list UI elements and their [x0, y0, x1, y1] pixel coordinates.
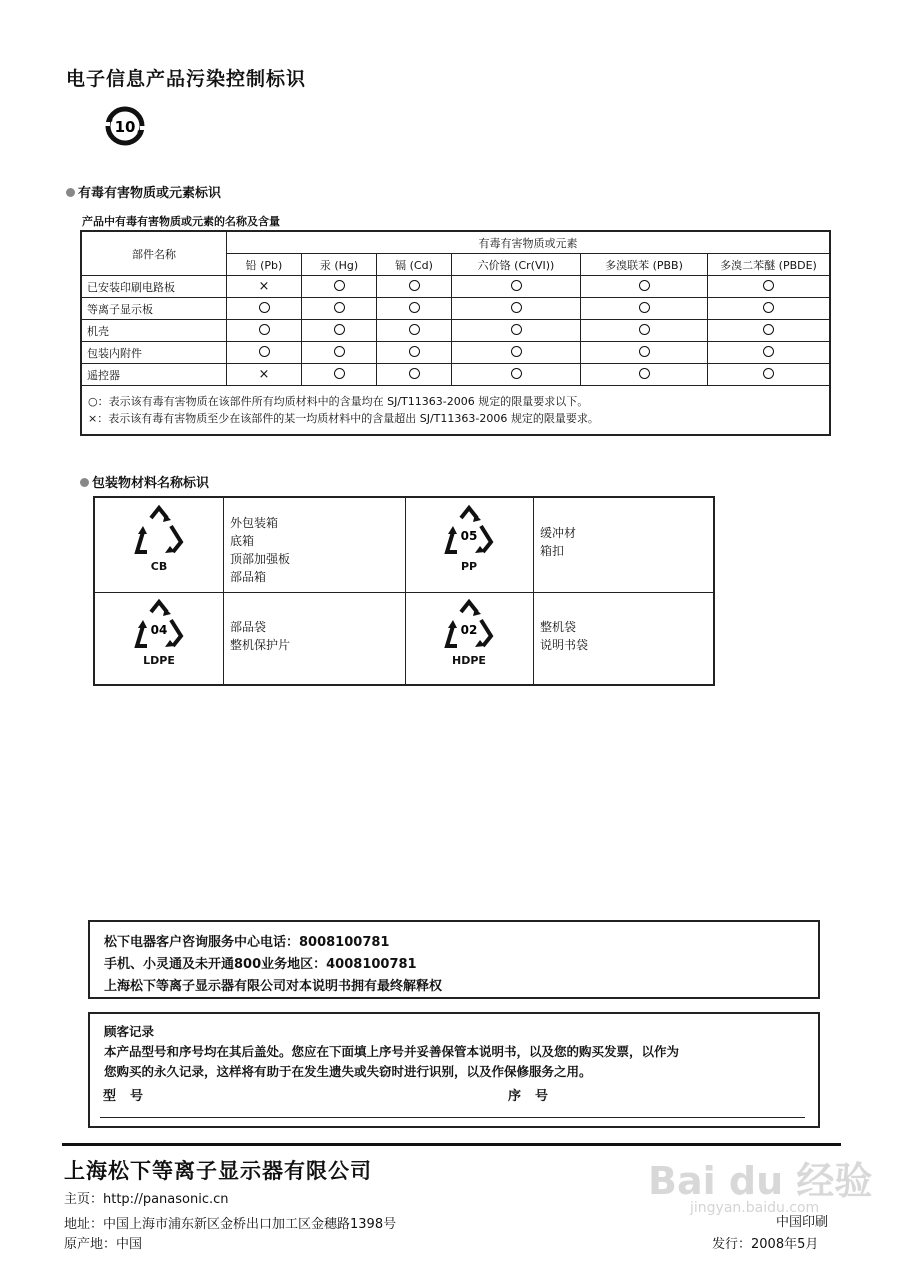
recycle-icon [95, 498, 223, 590]
mark-cell [452, 342, 581, 364]
material-item: 箱扣 [540, 544, 565, 558]
col-header: 汞 (Hg) [302, 254, 377, 276]
circle-mark [334, 324, 345, 335]
mark-cell [708, 342, 831, 364]
material-code: HDPE [452, 654, 486, 667]
record-title: 顾客记录 [104, 1024, 155, 1039]
page-title: 电子信息产品污染控制标识 [66, 68, 307, 90]
mark-cell [581, 320, 708, 342]
record-text-2: 您购买的永久记录，这样将有助于在发生遗失或失窃时进行识别，以及作保修服务之用。 [104, 1064, 592, 1079]
material-code: PP [460, 560, 478, 573]
material-item: 缓冲材 [540, 526, 577, 540]
homepage: 主页：http://panasonic.cn [64, 1192, 229, 1207]
circle-mark [409, 280, 420, 291]
logo-number: 10 [114, 118, 136, 136]
circle-mark [409, 324, 420, 335]
circle-mark [334, 368, 345, 379]
circle-mark [409, 346, 420, 357]
watermark-brand: Bai du 经验 [648, 1159, 873, 1203]
circle-mark [639, 368, 650, 379]
section-packaging-heading: 包装物材料名称标识 [80, 472, 209, 491]
address: 地址：中国上海市浦东新区金桥出口加工区金穗路1398号 [64, 1217, 397, 1232]
mark-cell [708, 298, 831, 320]
circle-mark [511, 324, 522, 335]
mark-cell [581, 298, 708, 320]
circle-mark [763, 302, 774, 313]
circle-mark [334, 280, 345, 291]
table-notes [81, 386, 830, 436]
serial-label: 序号 [508, 1089, 563, 1104]
col-header: 铅 (Pb) [227, 254, 302, 276]
printed-in: 中国印刷 [776, 1215, 829, 1230]
section-hazard-heading: 有毒有害物质或元素标识 [66, 182, 221, 201]
table-row [81, 342, 830, 364]
material-item: 外包装箱 [230, 516, 279, 530]
part-name: 等离子显示板 [81, 298, 227, 320]
mark-cell [452, 298, 581, 320]
table-caption: 产品中有毒有害物质或元素的名称及含量 [82, 215, 280, 228]
mark-cell [227, 276, 302, 298]
material-items [540, 524, 576, 560]
mark-cell [708, 320, 831, 342]
circle-mark [334, 346, 345, 357]
packaging-table [93, 496, 715, 686]
cross-mark: × [258, 279, 270, 294]
mark-cell [708, 276, 831, 298]
circle-mark [259, 302, 270, 313]
pollution-control-logo [103, 104, 147, 148]
service-mobile: 手机、小灵通及未开通800业务地区：4008100781 [104, 957, 417, 972]
circle-mark [511, 280, 522, 291]
mark-cell [581, 276, 708, 298]
model-label: 型号 [103, 1089, 158, 1104]
part-name: 遥控器 [81, 364, 227, 386]
mark-cell [302, 276, 377, 298]
mark-cell [452, 364, 581, 386]
circle-mark [639, 324, 650, 335]
service-rights: 上海松下等离子显示器有限公司对本说明书拥有最终解释权 [104, 979, 443, 994]
service-hotline: 松下电器客户咨询服务中心电话：8008100781 [104, 935, 390, 950]
circle-mark [763, 280, 774, 291]
circle-mark [409, 368, 420, 379]
circle-mark [639, 346, 650, 357]
signature-line [100, 1117, 805, 1118]
circle-mark [763, 324, 774, 335]
mark-cell [227, 364, 302, 386]
mark-cell [302, 298, 377, 320]
recycle-icon [405, 498, 533, 590]
group-header: 有毒有害物质或元素 [227, 231, 831, 254]
table-row [81, 320, 830, 342]
mark-cell [227, 342, 302, 364]
bullet-icon [80, 478, 89, 487]
circle-mark [409, 302, 420, 313]
part-name: 包装内附件 [81, 342, 227, 364]
mark-cell [708, 364, 831, 386]
customer-record-box [88, 1012, 820, 1128]
material-item: 部品袋 [230, 620, 267, 634]
material-item: 整机保护片 [230, 638, 291, 652]
col-header: 多溴二苯醚 (PBDE) [708, 254, 831, 276]
mark-cell [377, 320, 452, 342]
recycle-number: 04 [150, 623, 168, 637]
part-header: 部件名称 [81, 231, 227, 276]
col-header: 镉 (Cd) [377, 254, 452, 276]
mark-cell [227, 298, 302, 320]
circle-mark [334, 302, 345, 313]
recycle-icon [405, 592, 533, 684]
circle-mark [259, 324, 270, 335]
material-code: CB [150, 560, 168, 573]
note-cross: ×：表示该有毒有害物质至少在该部件的某一均质材料中的含量超出 SJ/T11363-2006 规定的限量要求。 [88, 412, 599, 425]
col-header: 多溴联苯 (PBB) [581, 254, 708, 276]
bullet-icon [66, 188, 75, 197]
mark-cell [377, 342, 452, 364]
footer-rule [62, 1143, 841, 1146]
recycle-number: 05 [460, 529, 478, 543]
circle-mark [511, 302, 522, 313]
issue-date: 发行：2008年5月 [712, 1237, 819, 1252]
material-item: 顶部加强板 [230, 552, 291, 566]
service-box [88, 920, 820, 999]
col-header: 六价铬 (Cr(VI)) [452, 254, 581, 276]
company-name: 上海松下等离子显示器有限公司 [64, 1159, 372, 1183]
material-item: 底箱 [230, 534, 255, 548]
mark-cell [377, 298, 452, 320]
table-row [81, 276, 830, 298]
mark-cell [452, 276, 581, 298]
mark-cell [452, 320, 581, 342]
circle-mark [639, 280, 650, 291]
circle-mark [639, 302, 650, 313]
record-text-1: 本产品型号和序号均在其后盖处。您应在下面填上序号并妥善保管本说明书，以及您的购买发票，以作为 [104, 1044, 680, 1059]
mark-cell [581, 342, 708, 364]
mark-cell [302, 364, 377, 386]
mark-cell [227, 320, 302, 342]
mark-cell [581, 364, 708, 386]
mark-cell [302, 320, 377, 342]
circle-mark [511, 368, 522, 379]
cross-mark: × [258, 367, 270, 382]
material-item: 说明书袋 [540, 638, 589, 652]
material-items [230, 618, 290, 654]
origin: 原产地：中国 [64, 1237, 143, 1252]
mark-cell [377, 276, 452, 298]
material-items [540, 618, 588, 654]
circle-mark [511, 346, 522, 357]
table-row [81, 364, 830, 386]
mark-cell [302, 342, 377, 364]
recycle-icon [95, 592, 223, 684]
mark-cell [377, 364, 452, 386]
circle-mark [763, 346, 774, 357]
note-circle: ○：表示该有毒有害物质在该部件所有均质材料中的含量均在 SJ/T11363-2006 规定的限量要求以下。 [88, 395, 589, 408]
material-items [230, 514, 290, 586]
circle-mark [259, 346, 270, 357]
material-item: 整机袋 [540, 620, 577, 634]
material-item: 部品箱 [230, 570, 267, 584]
table-row [81, 298, 830, 320]
recycle-number: 02 [460, 623, 478, 637]
material-code: LDPE [143, 654, 175, 667]
watermark-url: jingyan.baidu.com [690, 1200, 820, 1216]
circle-mark [763, 368, 774, 379]
part-name: 已安装印刷电路板 [81, 276, 227, 298]
hazard-table [80, 230, 831, 436]
part-name: 机壳 [81, 320, 227, 342]
